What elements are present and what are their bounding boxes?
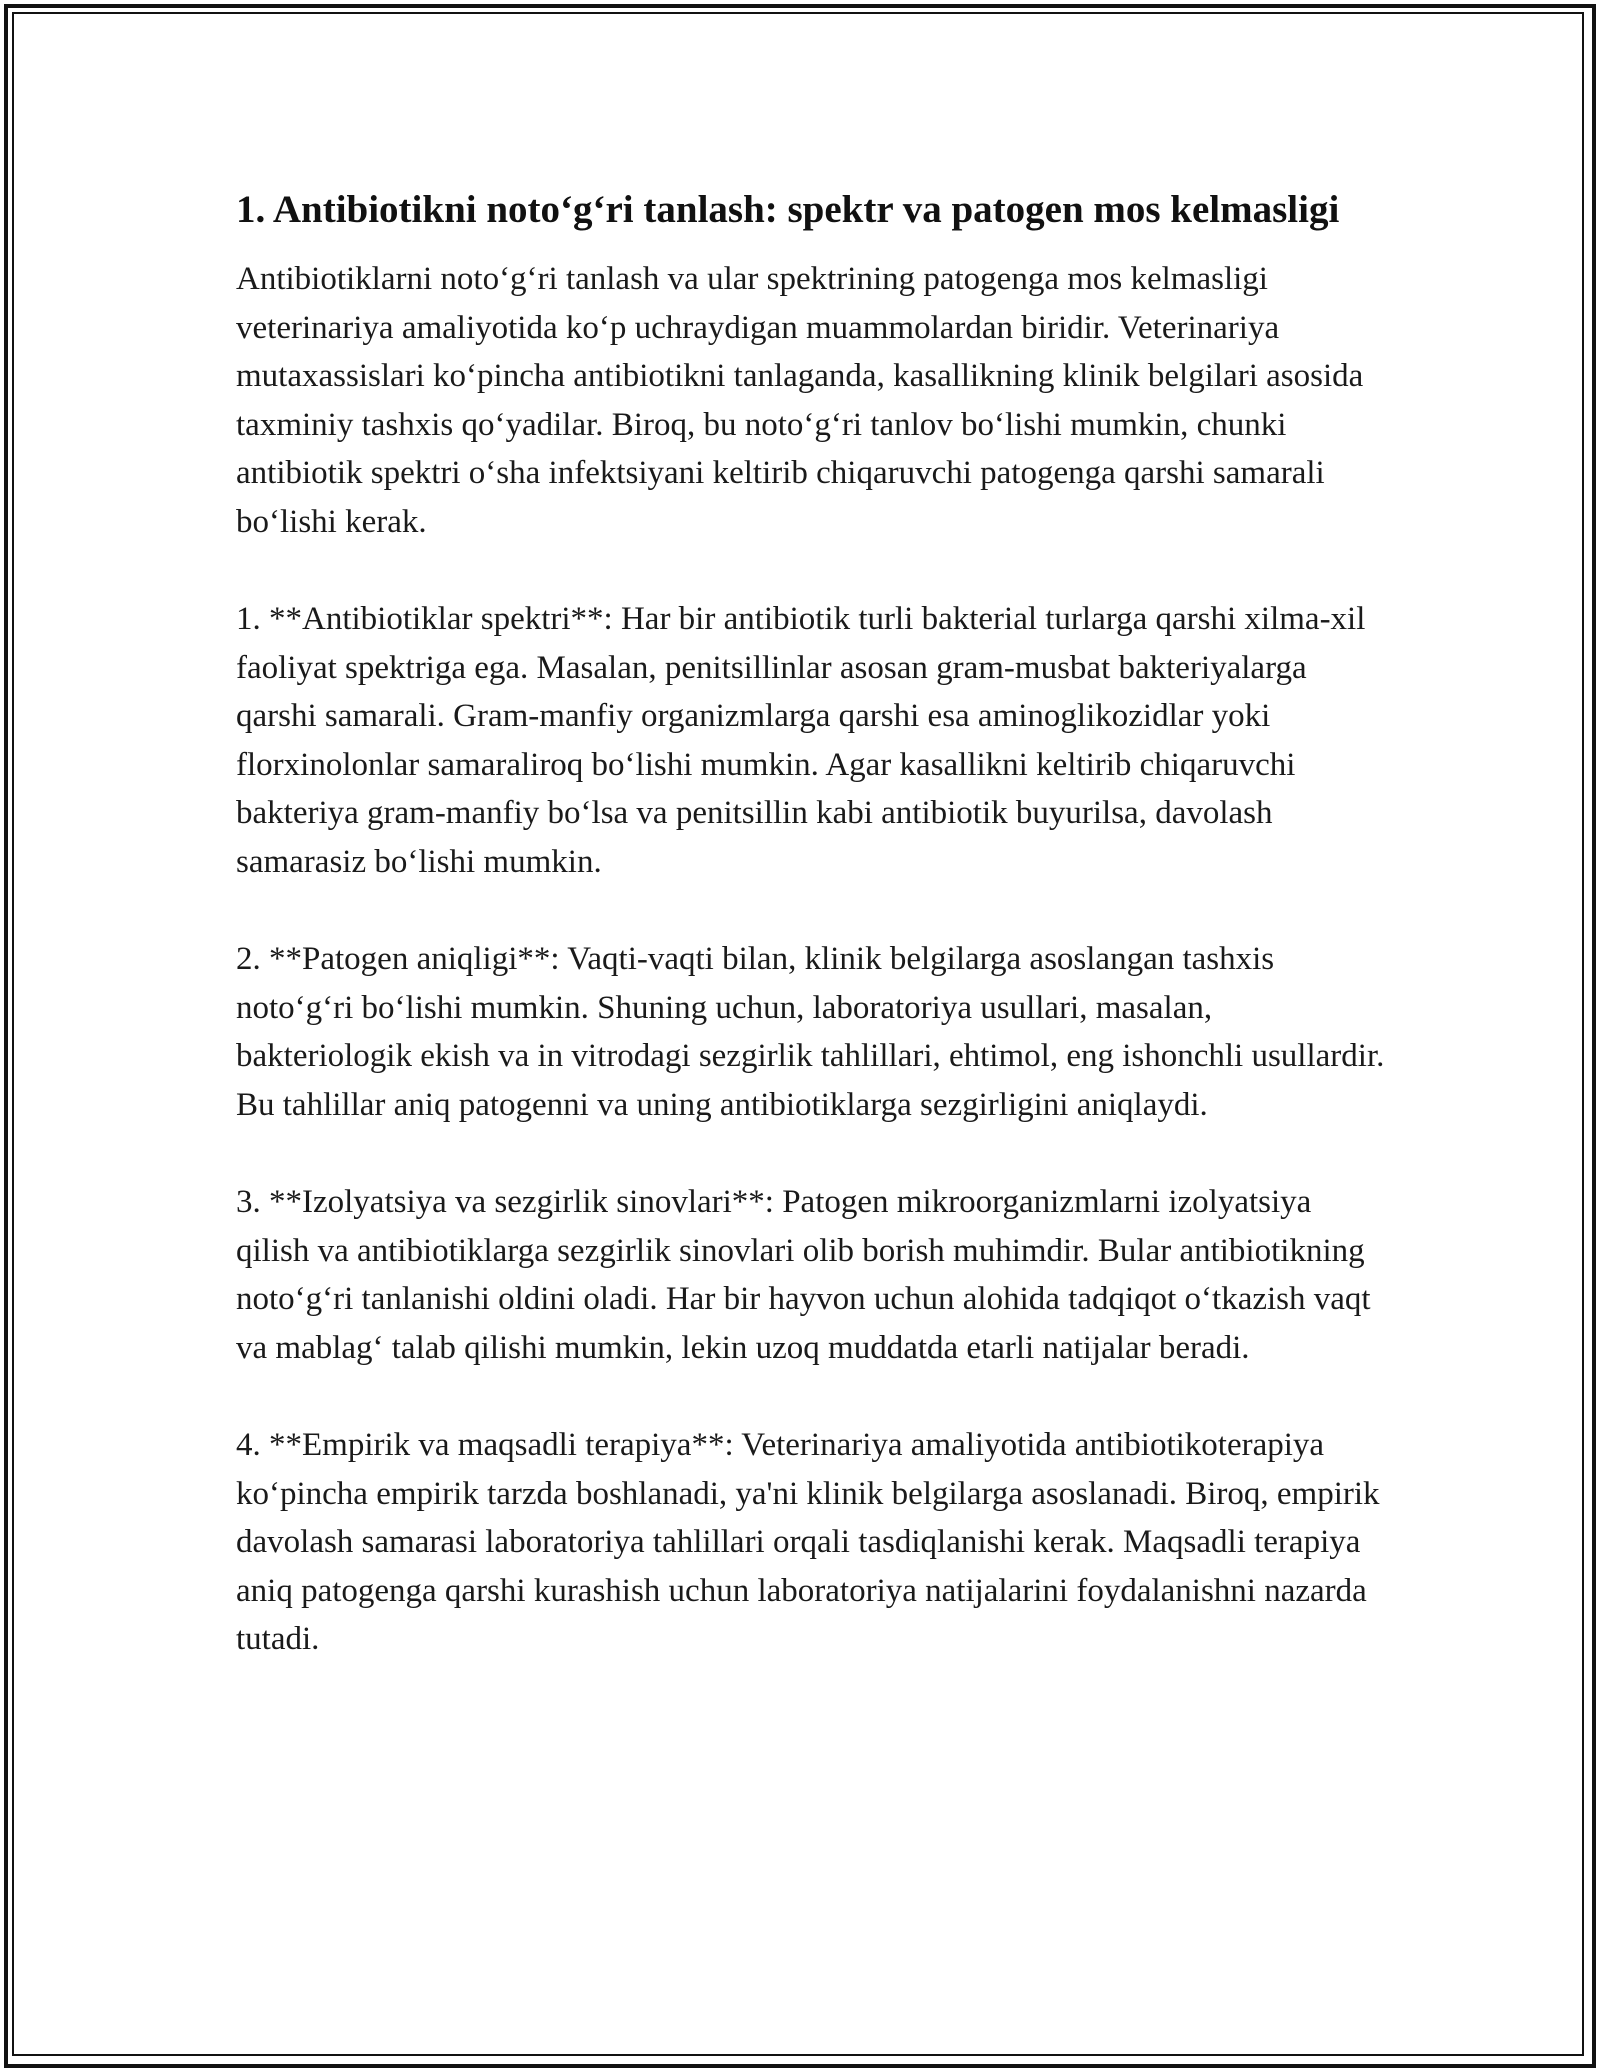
- section-heading: 1. Antibiotikni noto‘g‘ri tanlash: spektr va patogen mos kelmasligi: [236, 188, 1340, 231]
- intro-paragraph: Antibiotiklarni noto‘g‘ri tanlash va ular spektrining patogenga mos kelmasligi veterinariya amaliyotida ko‘p uchraydigan muammolardan biridir. Veterinariya mutaxassislari ko‘pincha antibiotikni tanlaganda, kasallikning klinik belgilari asosida taxminiy tashxis qo‘yadilar. Biroq, bu noto‘g‘ri tanlov bo‘lishi mumkin, chunki antibiotik spektri o‘sha infektsiyani keltirib chiqaruvchi patogenga qarshi samarali bo‘lishi kerak.: [236, 261, 1364, 540]
- paragraph-isolation-sensitivity: 3. **Izolyatsiya va sezgirlik sinovlari**: Patogen mikroorganizmlarni izolyatsiya qilish va antibiotiklarga sezgirlik sinovlari olib borish muhimdir. Bular antibiotikning noto‘g‘ri tanlanishi oldini oladi. Har bir hayvon uchun alohida tadqiqot o‘tkazish vaqt va mablag‘ talab qilishi mumkin, lekin uzoq muddatda etarli natijalar beradi.: [236, 1184, 1371, 1366]
- paragraph-pathogen-accuracy: 2. **Patogen aniqligi**: Vaqti-vaqti bilan, klinik belgilarga asoslangan tashxis noto‘g‘ri bo‘lishi mumkin. Shuning uchun, laboratoriya usullari, masalan, bakteriologik ekish va in vitrodagi sezgirlik tahlillari, ehtimol, eng ishonchli usullardir. Bu tahlillar aniq patogenni va uning antibiotiklarga sezgirligini aniqlaydi.: [236, 941, 1385, 1123]
- paragraph-empirical-targeted: 4. **Empirik va maqsadli terapiya**: Veterinariya amaliyotida antibiotikoterapiya ko‘pincha empirik tarzda boshlanadi, ya'ni klinik belgilarga asoslanadi. Biroq, empirik davolash samarasi laboratoriya tahlillari orqali tasdiqlanishi kerak. Maqsadli terapiya aniq patogenga qarshi kurashish uchun laboratoriya natijalarini foydalanishni nazarda tutadi.: [236, 1427, 1380, 1657]
- paragraph-antibiotic-spectrum: 1. **Antibiotiklar spektri**: Har bir antibiotik turli bakterial turlarga qarshi xilma-xil faoliyat spektriga ega. Masalan, penitsillinlar asosan gram-musbat bakteriyalarga qarshi samarali. Gram-manfiy organizmlarga qarshi esa aminoglikozidlar yoki florxinolonlar samaraliroq bo‘lishi mumkin. Agar kasallikni keltirib chiqaruvchi bakteriya gram-manfiy bo‘lsa va penitsillin kabi antibiotik buyurilsa, davolash samarasiz bo‘lishi mumkin.: [236, 601, 1366, 880]
- document-body: [236, 182, 1386, 1713]
